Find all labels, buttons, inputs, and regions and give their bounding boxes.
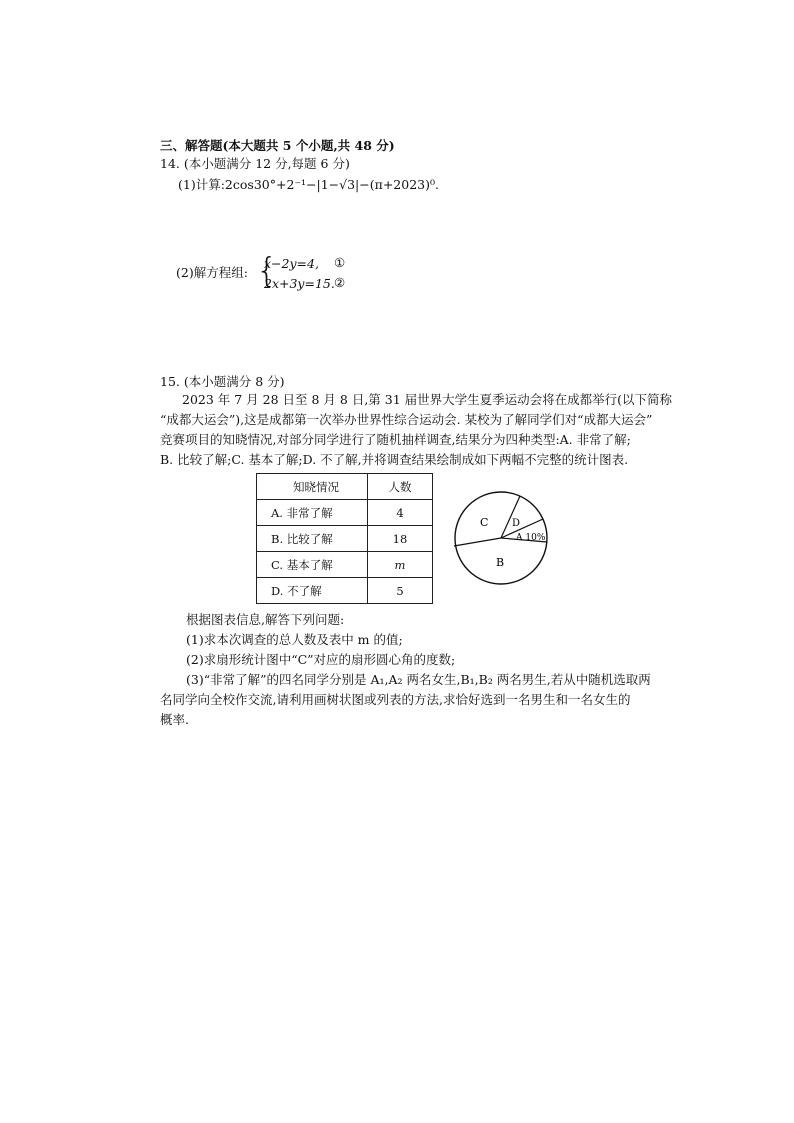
pie-label-a: A 10% <box>516 533 546 543</box>
table-cell-value: m <box>368 552 433 578</box>
equation-2 <box>264 276 335 292</box>
q15-header: 15. (本小题满分 8 分) <box>160 374 285 389</box>
pie-chart <box>448 484 558 594</box>
table-row <box>257 500 433 526</box>
q15-sub3-line2: 名同学向全校作交流,请利用画树状图或列表的方法,求恰好选到一名男生和一名女生的 <box>160 692 631 707</box>
q14-part1 <box>178 177 439 193</box>
table-header-count: 人数 <box>368 474 433 500</box>
q15-intro-line1: 2023 年 7 月 28 日至 8 月 8 日,第 31 届世界大学生夏季运动会将在成都举行(以下简称 <box>182 392 673 407</box>
table-row <box>257 526 433 552</box>
pie-divider-b-c <box>454 538 501 546</box>
q15-prompt: 根据图表信息,解答下列问题: <box>186 612 345 627</box>
q15-intro-line3: 竞赛项目的知晓情况,对部分同学进行了随机抽样调查,结果分为四种类型:A. 非常了解; <box>160 432 631 447</box>
q15-sub3-line3: 概率. <box>160 712 189 727</box>
q14-part2-label: (2)解方程组: <box>176 265 248 280</box>
equation-1 <box>264 256 319 272</box>
section-title: 三、解答题(本大题共 5 个小题,共 48 分) <box>160 138 395 153</box>
equation-2-tag: ② <box>334 275 346 290</box>
table-header-status: 知晓情况 <box>257 474 368 500</box>
table-cell-label: D. 不了解 <box>257 578 368 604</box>
table-cell-value: 4 <box>368 500 433 526</box>
q15-intro-line4: B. 比较了解;C. 基本了解;D. 不了解,并将调查结果绘制成如下两幅不完整的统计图表. <box>160 452 629 467</box>
q15-sub3-line1: (3)“非常了解”的四名同学分别是 A₁,A₂ 两名女生,B₁,B₂ 两名男生,若从中随机选取两 <box>186 672 651 687</box>
q15-intro-line2: “成都大运会”),这是成都第一次举办世界性综合运动会. 某校为了解同学们对“成都大运会” <box>160 412 653 427</box>
equation-1-tag: ① <box>334 255 346 270</box>
q14-header: 14. (本小题满分 12 分,每题 6 分) <box>160 156 350 171</box>
q14-part1-expression: 2cos30°+2⁻¹−|1−√3|−(π+2023)⁰. <box>224 177 439 192</box>
q15-sub2: (2)求扇形统计图中“C”对应的扇形圆心角的度数; <box>186 652 456 667</box>
table-cell-label: A. 非常了解 <box>257 500 368 526</box>
table-row <box>257 552 433 578</box>
survey-table <box>256 473 433 604</box>
pie-label-c: C <box>480 516 489 529</box>
table-row <box>257 578 433 604</box>
equation-brace: { <box>256 251 278 291</box>
equation-1-text: x−2y=4, <box>264 256 319 271</box>
table-cell-value: 5 <box>368 578 433 604</box>
pie-label-d: D <box>512 518 521 529</box>
table-cell-label: B. 比较了解 <box>257 526 368 552</box>
pie-divider-c-d <box>501 496 520 538</box>
table-header-row <box>257 474 433 500</box>
pie-label-b: B <box>496 556 505 569</box>
q15-sub1: (1)求本次调查的总人数及表中 m 的值; <box>186 632 403 647</box>
equation-2-text: 2x+3y=15. <box>264 276 335 291</box>
table-cell-label: C. 基本了解 <box>257 552 368 578</box>
table-cell-value: 18 <box>368 526 433 552</box>
q14-part1-label: (1)计算: <box>178 177 225 192</box>
